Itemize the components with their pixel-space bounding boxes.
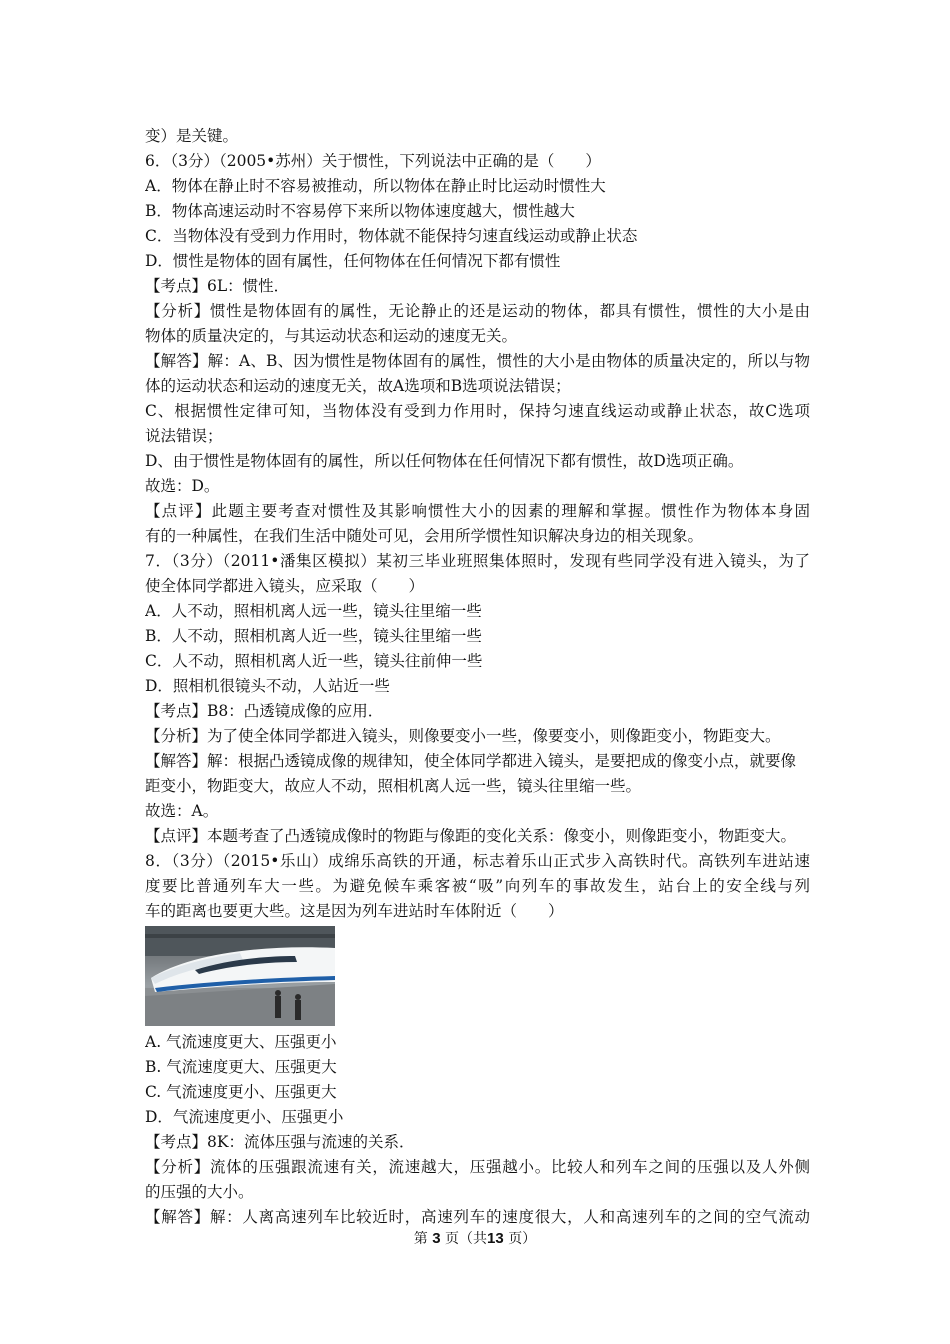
text-line: 【分析】流体的压强跟流速有关，流速越大，压强越小。比较人和列车之间的压强以及人外侧 xyxy=(145,1158,810,1176)
text-line: 【考点】6L：惯性． xyxy=(145,277,290,295)
text-line: 距变小，物距变大，故应人不动，照相机离人远一些，镜头往里缩一些。 xyxy=(145,777,642,795)
text-line: B．人不动，照相机离人近一些，镜头往里缩一些 xyxy=(145,627,482,645)
text-line: D、由于惯性是物体固有的属性，所以任何物体在任何情况下都有惯性，故D选项正确。 xyxy=(145,452,744,470)
footer-total-pages: 13 xyxy=(487,1230,504,1247)
text-line: A. 气流速度更大、压强更小 xyxy=(145,1033,337,1051)
footer-page-number: 3 xyxy=(432,1230,441,1247)
train-photo xyxy=(145,926,335,1026)
text-line: 说法错误； xyxy=(145,427,223,445)
text-line: 6．（3分）（2005•苏州）关于惯性，下列说法中正确的是（ ） xyxy=(145,152,601,170)
footer-suffix: 页） xyxy=(508,1231,537,1247)
text-line: 【考点】B8：凸透镜成像的应用． xyxy=(145,702,384,720)
text-line: C．当物体没有受到力作用时，物体就不能保持匀速直线运动或静止状态 xyxy=(145,227,638,245)
text-line: D．照相机很镜头不动，人站近一些 xyxy=(145,677,390,695)
text-line: 故选：D。 xyxy=(145,477,220,495)
text-line: 8．（3分）（2015•乐山）成绵乐高铁的开通，标志着乐山正式步入高铁时代。高铁列车进站速 xyxy=(145,852,810,870)
text-line: 体的运动状态和运动的速度无关，故A选项和B选项说法错误； xyxy=(145,377,571,395)
text-line: 度要比普通列车大一些。为避免候车乘客被“吸”向列车的事故发生，站台上的安全线与列 xyxy=(145,877,810,895)
text-line: C、根据惯性定律可知，当物体没有受到力作用时，保持匀速直线运动或静止状态，故C选项 xyxy=(145,402,810,420)
text-line: 物体的质量决定的，与其运动状态和运动的速度无关。 xyxy=(145,327,518,345)
text-line: 【解答】解：人离高速列车比较近时，高速列车的速度很大，人和高速列车的之间的空气流动 xyxy=(145,1208,810,1226)
text-line: 【分析】惯性是物体固有的属性，无论静止的还是运动的物体，都具有惯性，惯性的大小是由 xyxy=(145,302,810,320)
high-speed-train-image xyxy=(145,926,335,1026)
text-line: 故选：A。 xyxy=(145,802,219,820)
text-line: 【解答】解：A、B、因为惯性是物体固有的属性，惯性的大小是由物体的质量决定的，所以与物 xyxy=(145,352,810,370)
footer-prefix: 第 xyxy=(413,1231,428,1247)
text-block-top xyxy=(145,124,810,924)
text-line: 【点评】此题主要考查对惯性及其影响惯性大小的因素的理解和掌握。惯性作为物体本身固 xyxy=(145,502,810,520)
page-content xyxy=(145,124,810,1230)
text-line: 【分析】为了使全体同学都进入镜头，则像要变小一些，像要变小，则像距变小，物距变大。 xyxy=(145,727,781,745)
text-line: 【考点】8K：流体压强与流速的关系． xyxy=(145,1133,415,1151)
text-line: 【点评】本题考查了凸透镜成像时的物距与像距的变化关系：像变小，则像距变小，物距变大。 xyxy=(145,827,797,845)
text-line: 有的一种属性，在我们生活中随处可见，会用所学惯性知识解决身边的相关现象。 xyxy=(145,527,704,545)
text-line: D．惯性是物体的固有属性，任何物体在任何情况下都有惯性 xyxy=(145,252,561,270)
text-line: D．气流速度更小、压强更小 xyxy=(145,1108,344,1126)
footer-middle: 页（共 xyxy=(445,1231,488,1247)
text-line: 【解答】解：根据凸透镜成像的规律知，使全体同学都进入镜头，是要把成的像变小点，就要像 xyxy=(145,752,797,770)
text-block-bottom xyxy=(145,1030,810,1230)
text-line: B. 气流速度更大、压强更大 xyxy=(145,1058,337,1076)
text-line: 的压强的大小。 xyxy=(145,1183,254,1201)
page-footer xyxy=(0,1229,950,1249)
text-line: 变）是关键。 xyxy=(145,127,239,145)
text-line: A．人不动，照相机离人远一些，镜头往里缩一些 xyxy=(145,602,482,620)
text-line: C. 气流速度更小、压强更大 xyxy=(145,1083,337,1101)
text-line: C．人不动，照相机离人近一些，镜头往前伸一些 xyxy=(145,652,483,670)
text-line: 7．（3分）（2011•潘集区模拟）某初三毕业班照集体照时，发现有些同学没有进入镜头，为了 xyxy=(145,552,810,570)
text-line: 使全体同学都进入镜头，应采取（ ） xyxy=(145,577,425,595)
text-line: B．物体高速运动时不容易停下来所以物体速度越大，惯性越大 xyxy=(145,202,575,220)
text-line: 车的距离也要更大些。这是因为列车进站时车体附近（ ） xyxy=(145,902,564,920)
text-line: A．物体在静止时不容易被推动，所以物体在静止时比运动时惯性大 xyxy=(145,177,606,195)
